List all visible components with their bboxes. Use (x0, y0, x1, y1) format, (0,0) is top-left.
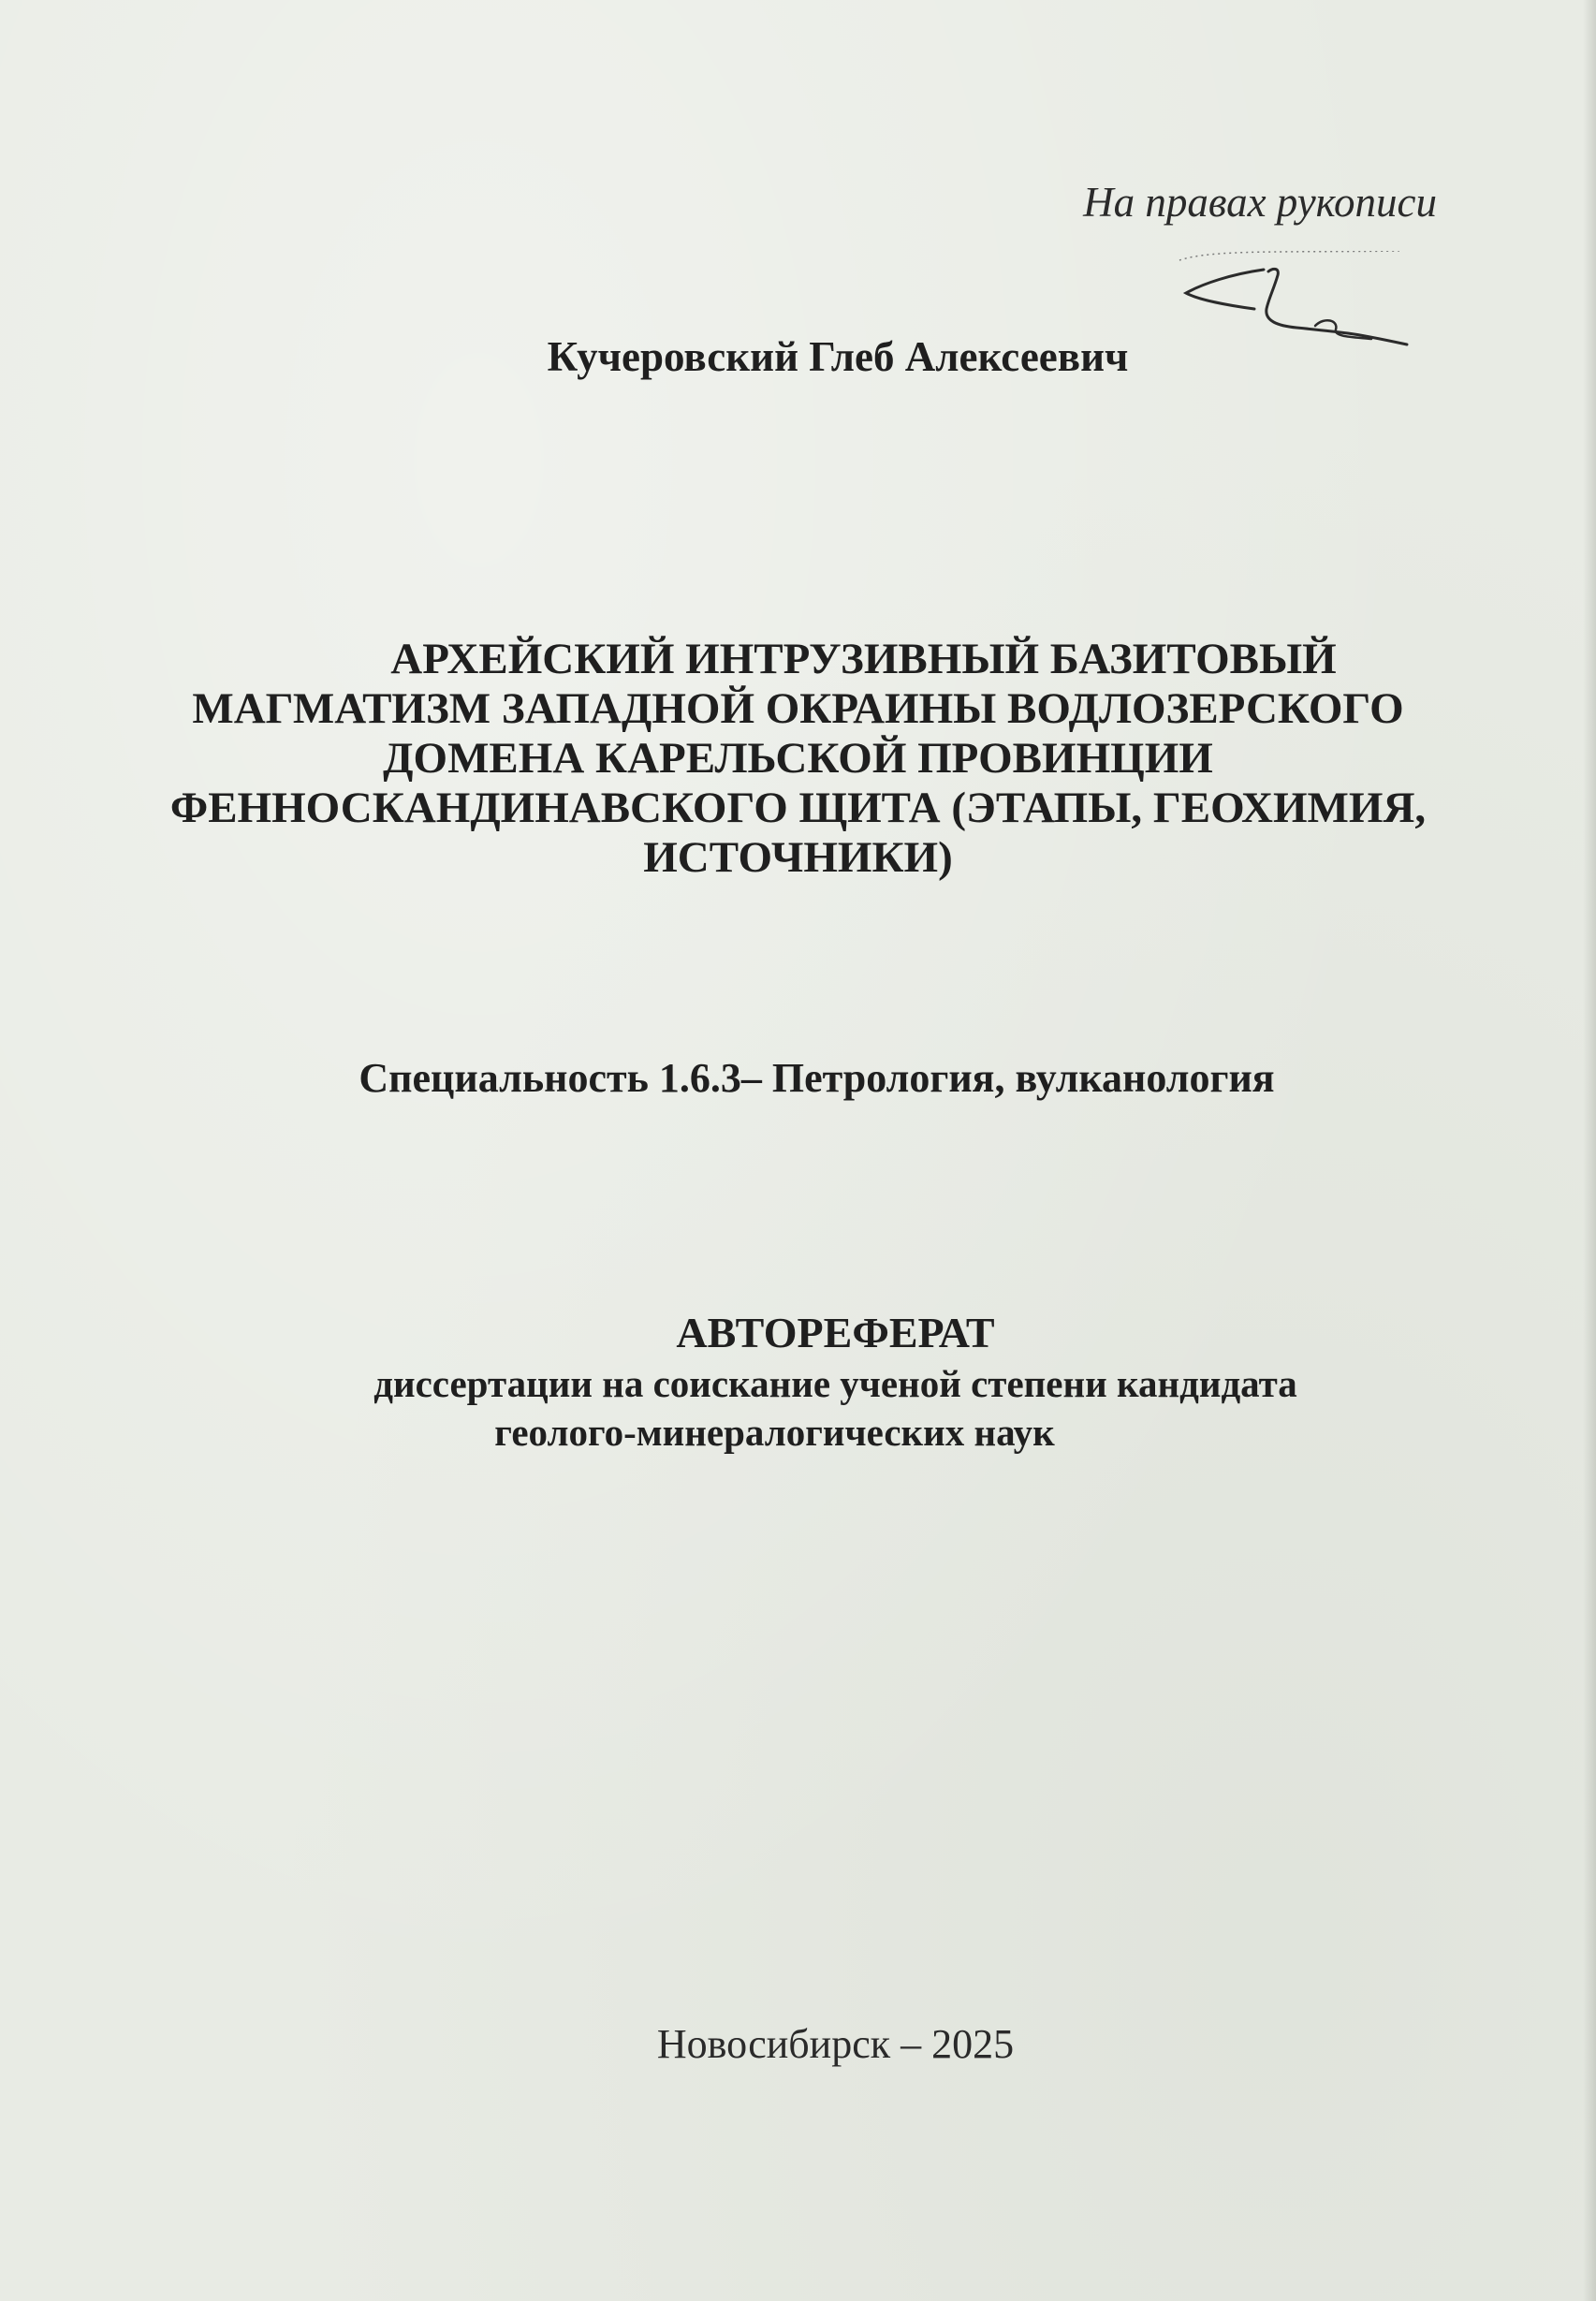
place-and-year: Новосибирск – 2025 (656, 2021, 1015, 2067)
title-line: ДОМЕНА КАРЕЛЬСКОЙ ПРОВИНЦИИ (383, 734, 1213, 783)
author-name: Кучеровский Глеб Алексеевич (547, 333, 1129, 380)
dissertation-title (0, 635, 1596, 883)
title-line: ФЕННОСКАНДИНАВСКОГО ЩИТА (ЭТАПЫ, ГЕОХИМИЯ, (169, 784, 1427, 832)
title-line: АРХЕЙСКИЙ ИНТРУЗИВНЫЙ БАЗИТОВЫЙ (390, 635, 1337, 683)
title-line: МАГМАТИЗМ ЗАПАДНОЙ ОКРАИНЫ ВОДЛОЗЕРСКОГО (192, 684, 1404, 733)
abstract-line: геолого-минералогических наук (494, 1411, 1055, 1454)
abstract-line: диссертации на соискание ученой степени кандидата (373, 1362, 1297, 1405)
title-line: ИСТОЧНИКИ) (643, 833, 953, 882)
abstract-block (0, 1307, 1596, 1457)
manuscript-rights-note: На правах рукописи (1083, 179, 1437, 226)
specialty-line: Специальность 1.6.3– Петрология, вулканология (359, 1055, 1275, 1101)
abstract-heading: АВТОРЕФЕРАТ (676, 1309, 995, 1356)
